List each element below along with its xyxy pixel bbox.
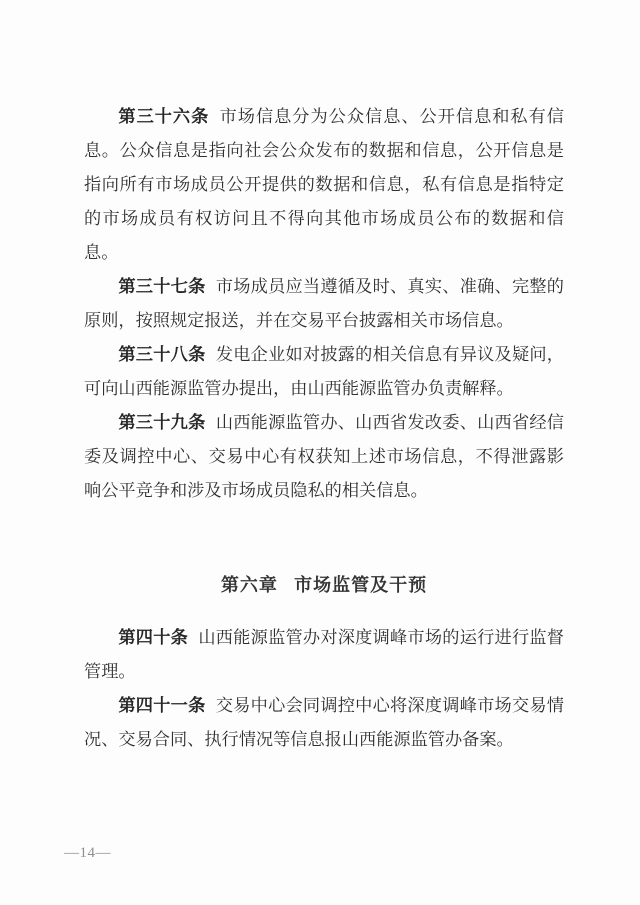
article-41-text: 交易中心会同调控中心将深度调峰市场交易情况、交易合同、执行情况等信息报山西能源监管办备案。 <box>84 696 564 749</box>
article-36-text: 市场信息分为公众信息、公开信息和私有信息。公众信息是指向社会公众发布的数据和信息，公开信息是指向所有市场成员公开提供的数据和信息，私有信息是指特定的市场成员有权访问且不得向其他市场成员公布的数据和信息。 <box>84 107 564 262</box>
chapter-title: 市场监管及干预 <box>294 575 428 595</box>
article-40-text: 山西能源监管办对深度调峰市场的运行进行监督管理。 <box>84 628 564 681</box>
article-36-number: 第三十六条 <box>118 107 210 126</box>
page-footer <box>64 844 111 862</box>
chapter-heading <box>84 568 564 602</box>
article-41-number: 第四十一条 <box>118 696 206 715</box>
article-37-paragraph <box>84 270 564 338</box>
article-40-number: 第四十条 <box>118 628 189 647</box>
article-37-text: 市场成员应当遵循及时、真实、准确、完整的原则，按照规定报送，并在交易平台披露相关市场信息。 <box>84 277 564 330</box>
article-40-paragraph <box>84 621 564 689</box>
article-39-number: 第三十九条 <box>118 413 206 432</box>
article-37-number: 第三十七条 <box>118 277 206 296</box>
article-36-paragraph <box>84 100 564 270</box>
article-38-paragraph <box>84 338 564 406</box>
article-41-paragraph <box>84 689 564 757</box>
article-38-number: 第三十八条 <box>118 345 206 364</box>
article-38-text: 发电企业如对披露的相关信息有异议及疑问，可向山西能源监管办提出，由山西能源监管办负责解释。 <box>84 345 564 398</box>
article-39-text: 山西能源监管办、山西省发改委、山西省经信委及调控中心、交易中心有权获知上述市场信息，不得泄露影响公平竞争和涉及市场成员隐私的相关信息。 <box>84 413 564 500</box>
document-content <box>84 100 564 757</box>
article-39-paragraph <box>84 406 564 508</box>
chapter-number: 第六章 <box>220 575 278 595</box>
page-number: —14— <box>64 845 111 861</box>
